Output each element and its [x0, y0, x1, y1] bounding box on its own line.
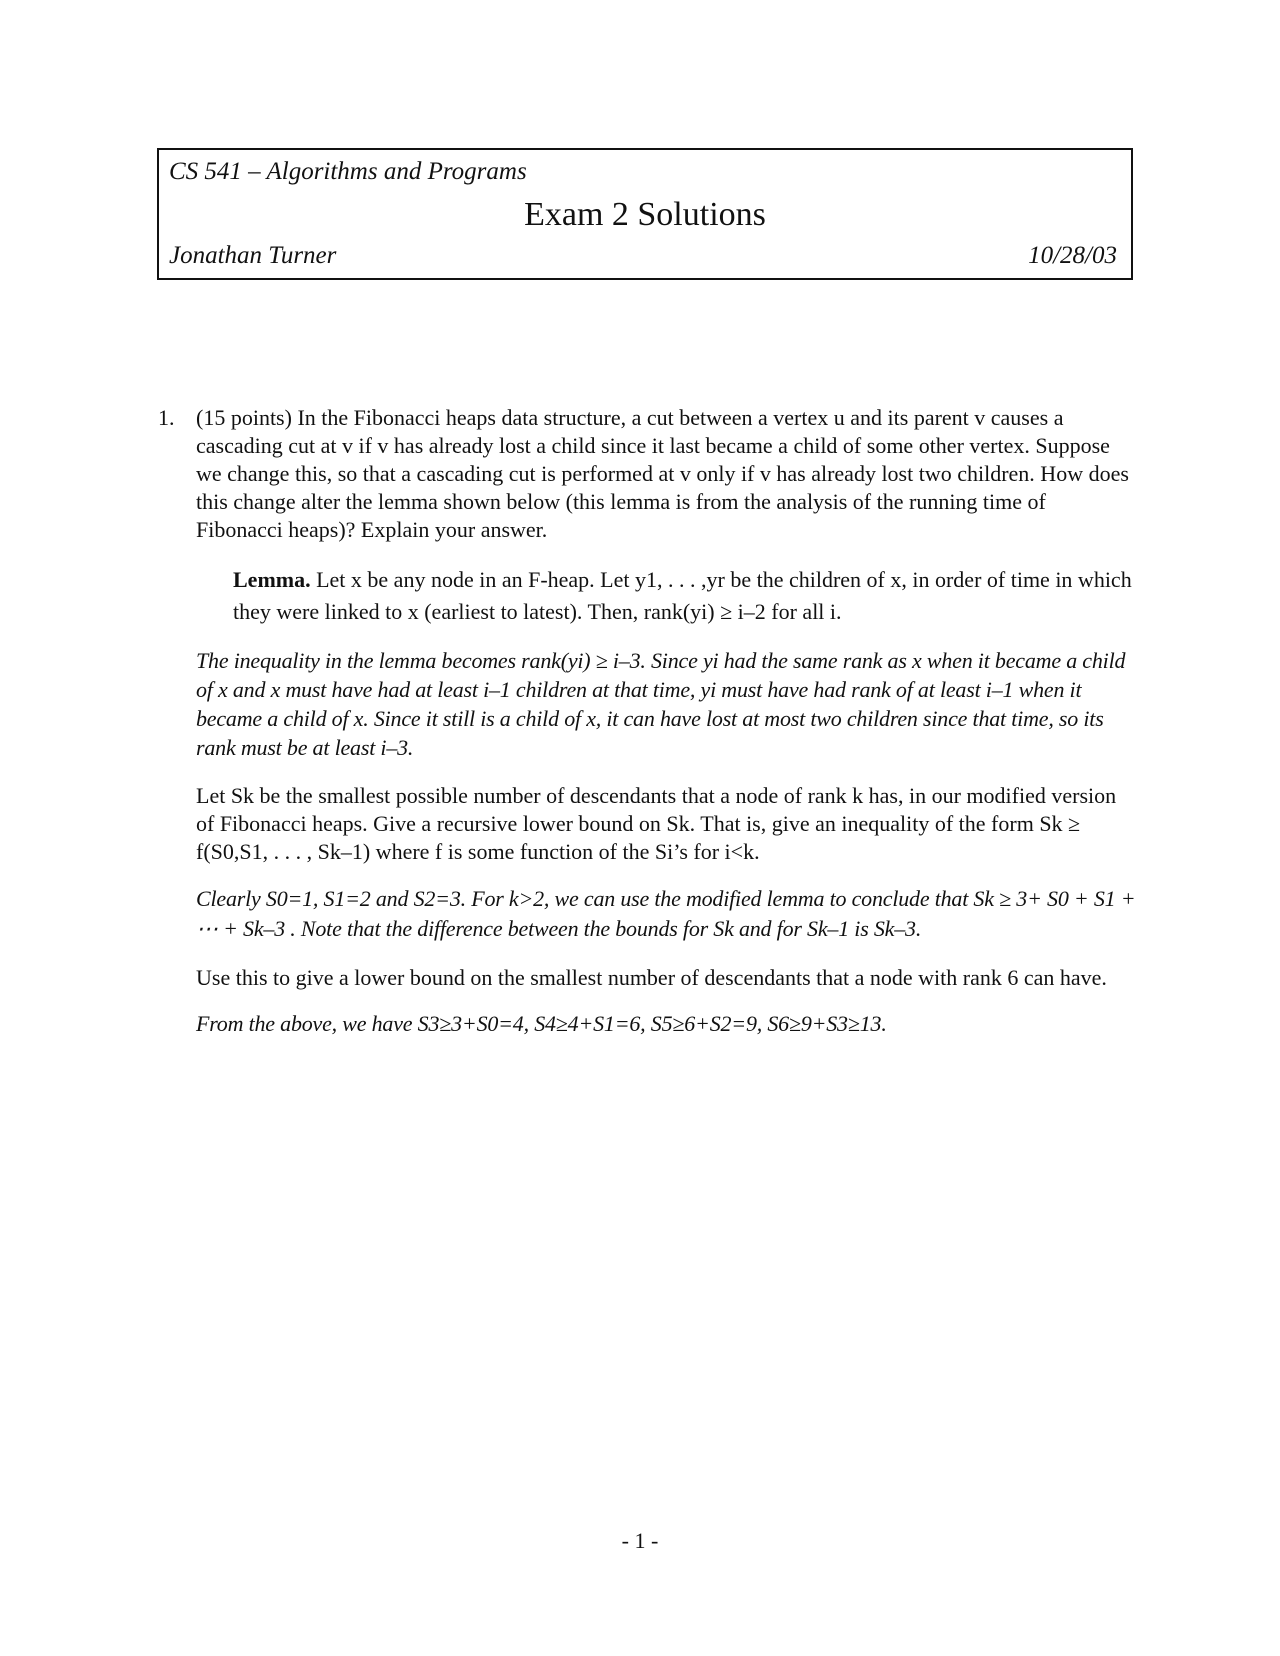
question-part-c: Use this to give a lower bound on the smallest number of descendants that a node with rank 6 can have.: [196, 965, 1107, 990]
question-prompt: (15 points) In the Fibonacci heaps data structure, a cut between a vertex u and its parent v causes a cascading cut at v if v has already lost a child since it last became a child of some other vertex. Suppose we change this, so that a cascading cut is performed at v only if v has already lost two children. How does this change alter the lemma shown below (this lemma is from the analysis of the running time of Fibonacci heaps)? Explain your answer.: [196, 405, 1129, 542]
author-name: Jonathan Turner: [169, 242, 337, 269]
solution-part-a: The inequality in the lemma becomes rank(yi) ≥ i–3. Since yi had the same rank as x when it became a child of x and x must have had at least i–1 children at that time, yi must have had rank of at least i–1 when it became a child of x. Since it still is a child of x, it can have lost at most two children since that time, so its rank must be at least i–3.: [196, 648, 1126, 760]
lemma-block: [233, 564, 1136, 628]
course-title: CS 541 – Algorithms and Programs: [169, 158, 527, 185]
exam-header-box: [157, 148, 1133, 280]
exam-title: Exam 2 Solutions: [524, 196, 766, 233]
question-part-b: Let Sk be the smallest possible number of descendants that a node of rank k has, in our modified version of Fibonacci heaps. Give a recursive lower bound on Sk. That is, give an inequality of the form Sk ≥ f(S0,S1, . . . , Sk–1) where f is some function of the Si’s for i<k.: [196, 783, 1117, 864]
lemma-text: Let x be any node in an F-heap. Let y1, . . . ,yr be the children of x, in order of time in which they were linked to x (earliest to latest). Then, rank(yi) ≥ i–2 for all i.: [233, 567, 1132, 624]
solution-part-c: From the above, we have S3≥3+S0=4, S4≥4+S1=6, S5≥6+S2=9, S6≥9+S3≥13.: [196, 1011, 887, 1036]
solution-part-b: Clearly S0=1, S1=2 and S2=3. For k>2, we can use the modified lemma to conclude that Sk ≥ 3+ S0 + S1 + ⋯ + Sk–3 . Note that the difference between the bounds for Sk and for Sk–1 is Sk–3.: [196, 886, 1136, 941]
exam-date: 10/28/03: [1028, 242, 1117, 269]
question-number: 1.: [158, 405, 175, 430]
page-number: - 1 -: [621, 1528, 659, 1553]
lemma-label: Lemma.: [233, 567, 311, 592]
question-1: [158, 404, 1136, 1038]
